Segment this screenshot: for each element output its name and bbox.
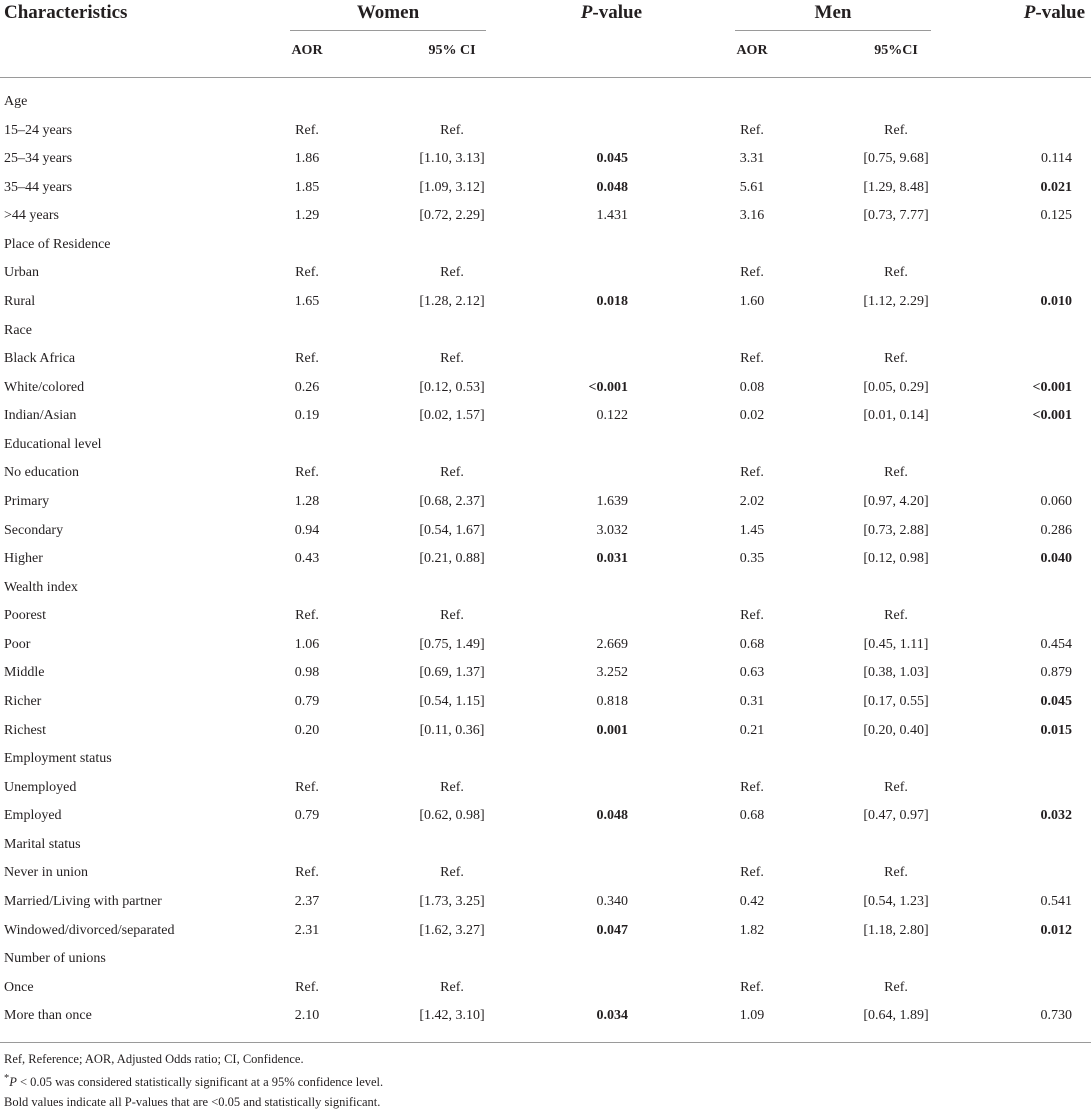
- row-label: Windowed/divorced/separated: [4, 922, 175, 938]
- women-aor-cell: 0.98: [294, 665, 320, 681]
- women-pvalue-cell: 0.048: [596, 179, 628, 195]
- women-ci-cell: [1.09, 3.12]: [419, 179, 485, 195]
- women-aor-cell: 0.20: [294, 722, 320, 738]
- women-ci-cell: Ref.: [440, 779, 464, 795]
- men-pvalue-cell: 0.730: [1040, 1008, 1072, 1024]
- women-ci-cell: [1.42, 3.10]: [419, 1008, 485, 1024]
- table-row: [0, 174, 1091, 202]
- row-label: Employed: [4, 808, 62, 824]
- row-label: Poor: [4, 636, 31, 652]
- row-label: >44 years: [4, 208, 59, 224]
- table-row: [0, 259, 1091, 287]
- men-ci-cell: [0.47, 0.97]: [863, 808, 929, 824]
- women-aor-cell: 1.85: [294, 179, 320, 195]
- women-aor-cell: Ref.: [295, 979, 319, 995]
- women-ci-cell: [0.75, 1.49]: [419, 636, 485, 652]
- men-pvalue-cell: 0.015: [1040, 722, 1072, 738]
- men-aor-cell: 1.09: [739, 1008, 765, 1024]
- women-ci-cell: [1.28, 2.12]: [419, 294, 485, 309]
- table-row: [0, 117, 1091, 145]
- subheader-women-aor: AOR: [291, 43, 323, 58]
- men-ci-cell: [1.29, 8.48]: [863, 179, 929, 195]
- table-row: [0, 802, 1091, 830]
- table-row: [0, 288, 1091, 316]
- row-label: Employment status: [4, 751, 112, 767]
- women-aor-cell: 0.79: [294, 808, 320, 824]
- table-row: [0, 1002, 1091, 1030]
- header-women: Women: [356, 2, 420, 23]
- men-aor-cell: 0.63: [739, 665, 765, 681]
- women-ci-cell: [0.68, 2.37]: [419, 494, 485, 509]
- men-pvalue-cell: 0.032: [1040, 808, 1072, 824]
- men-ci-cell: [0.73, 7.77]: [863, 208, 929, 224]
- men-ci-cell: [0.17, 0.55]: [863, 694, 929, 709]
- men-pvalue-cell: 0.114: [1041, 151, 1072, 167]
- table-row: [0, 202, 1091, 230]
- men-aor-cell: 3.31: [739, 151, 765, 167]
- men-pvalue-cell: 0.879: [1040, 665, 1072, 681]
- women-group-rule: [290, 30, 486, 31]
- men-pvalue-cell: 0.012: [1040, 922, 1072, 938]
- men-pvalue-cell: 0.454: [1040, 636, 1072, 652]
- footnote-abbreviations: Ref, Reference; AOR, Adjusted Odds ratio; CI, Confidence.: [4, 1052, 304, 1066]
- women-ci-cell: [0.69, 1.37]: [419, 665, 485, 681]
- row-label: Age: [4, 94, 28, 109]
- row-label: 15–24 years: [4, 122, 73, 138]
- men-ci-cell: [0.20, 0.40]: [863, 722, 929, 738]
- men-ci-cell: [0.38, 1.03]: [863, 665, 929, 681]
- women-aor-cell: 0.79: [294, 694, 320, 709]
- men-group-rule: [735, 30, 931, 31]
- table-row: [0, 374, 1091, 402]
- men-pvalue-cell: 0.060: [1040, 494, 1072, 509]
- men-pvalue-cell: 0.541: [1040, 894, 1072, 909]
- men-pvalue-cell: 0.125: [1040, 208, 1072, 224]
- row-label: Richest: [4, 722, 46, 738]
- section-header-row: [0, 831, 1091, 859]
- women-aor-cell: 2.10: [294, 1008, 320, 1024]
- footnotes: [4, 1049, 383, 1112]
- section-header-row: [0, 231, 1091, 259]
- men-aor-cell: 0.68: [739, 808, 765, 824]
- row-label: Number of unions: [4, 951, 106, 967]
- table-row: [0, 402, 1091, 430]
- row-label: Middle: [4, 665, 45, 681]
- men-aor-cell: 0.21: [739, 722, 765, 738]
- women-pvalue-cell: 0.018: [596, 294, 628, 309]
- women-ci-cell: [0.11, 0.36]: [419, 722, 485, 738]
- section-header-row: [0, 745, 1091, 773]
- men-aor-cell: Ref.: [740, 265, 764, 281]
- women-pvalue-cell: 0.045: [596, 151, 628, 167]
- women-aor-cell: Ref.: [295, 122, 319, 138]
- women-aor-cell: 0.94: [294, 522, 320, 538]
- women-pvalue-cell: 0.818: [596, 694, 628, 709]
- women-pvalue-cell: 0.031: [596, 551, 628, 567]
- table-bottom-rule: [0, 1042, 1091, 1043]
- women-ci-cell: [0.72, 2.29]: [419, 208, 485, 224]
- table-row: [0, 888, 1091, 916]
- women-aor-cell: 2.31: [294, 922, 320, 938]
- women-ci-cell: Ref.: [440, 351, 464, 367]
- section-header-row: [0, 574, 1091, 602]
- row-label: Married/Living with partner: [4, 894, 162, 909]
- row-label: Secondary: [4, 522, 64, 538]
- men-aor-cell: 1.60: [739, 294, 765, 309]
- women-aor-cell: 1.86: [294, 151, 320, 167]
- men-aor-cell: 0.68: [739, 636, 765, 652]
- table-row: [0, 545, 1091, 573]
- women-ci-cell: [1.62, 3.27]: [419, 922, 485, 938]
- footnote-bold-values: Bold values indicate all P-values that are <0.05 and statistically significant.: [4, 1095, 381, 1110]
- men-aor-cell: Ref.: [740, 122, 764, 138]
- row-label: Marital status: [4, 836, 81, 852]
- row-label: Urban: [4, 265, 39, 281]
- row-label: Primary: [4, 494, 50, 509]
- men-ci-cell: [0.12, 0.98]: [863, 551, 929, 567]
- women-pvalue-cell: 3.252: [596, 665, 628, 681]
- subheader-men-ci: 95%CI: [874, 43, 918, 58]
- women-ci-cell: Ref.: [440, 979, 464, 995]
- table-row: [0, 145, 1091, 173]
- women-aor-cell: 2.37: [294, 894, 320, 909]
- women-ci-cell: Ref.: [440, 865, 464, 881]
- row-label: No education: [4, 465, 80, 481]
- section-header-row: [0, 317, 1091, 345]
- men-ci-cell: [1.18, 2.80]: [863, 922, 929, 938]
- men-aor-cell: 0.02: [739, 408, 765, 424]
- men-aor-cell: 3.16: [739, 208, 765, 224]
- women-pvalue-cell: 0.340: [596, 894, 628, 909]
- men-ci-cell: Ref.: [884, 351, 908, 367]
- men-ci-cell: Ref.: [884, 265, 908, 281]
- row-label: 25–34 years: [4, 151, 73, 167]
- men-pvalue-cell: <0.001: [1032, 408, 1072, 424]
- row-label: Wealth index: [4, 579, 78, 595]
- men-aor-cell: 0.35: [739, 551, 765, 567]
- women-pvalue-cell: 0.047: [596, 922, 628, 938]
- men-pvalue-cell: <0.001: [1032, 379, 1072, 395]
- women-aor-cell: Ref.: [295, 351, 319, 367]
- row-label: Black Africa: [4, 351, 76, 367]
- women-pvalue-cell: 0.048: [596, 808, 628, 824]
- header-men: Men: [814, 2, 852, 23]
- men-aor-cell: 5.61: [739, 179, 765, 195]
- table-row: [0, 517, 1091, 545]
- men-aor-cell: 1.45: [739, 522, 765, 538]
- women-pvalue-cell: 1.431: [596, 208, 628, 224]
- women-aor-cell: Ref.: [295, 465, 319, 481]
- women-ci-cell: [1.10, 3.13]: [419, 151, 485, 167]
- women-pvalue-cell: 0.001: [596, 722, 628, 738]
- women-aor-cell: 0.19: [294, 408, 320, 424]
- table-row: [0, 602, 1091, 630]
- women-pvalue-cell: <0.001: [588, 379, 628, 395]
- men-ci-cell: Ref.: [884, 779, 908, 795]
- women-pvalue-cell: 1.639: [596, 494, 628, 509]
- women-aor-cell: Ref.: [295, 265, 319, 281]
- women-ci-cell: Ref.: [440, 608, 464, 624]
- women-pvalue-cell: 0.034: [596, 1008, 628, 1024]
- row-label: Once: [4, 979, 34, 995]
- table-row: [0, 631, 1091, 659]
- women-aor-cell: Ref.: [295, 779, 319, 795]
- women-pvalue-cell: 0.122: [596, 408, 628, 424]
- women-ci-cell: [1.73, 3.25]: [419, 894, 485, 909]
- section-header-row: [0, 431, 1091, 459]
- row-label: White/colored: [4, 379, 85, 395]
- men-aor-cell: Ref.: [740, 351, 764, 367]
- header-men-pvalue: P-value: [1023, 2, 1085, 23]
- women-pvalue-cell: 2.669: [596, 636, 628, 652]
- men-ci-cell: [0.64, 1.89]: [863, 1008, 929, 1024]
- men-pvalue-cell: 0.045: [1040, 694, 1072, 709]
- row-label: More than once: [4, 1008, 92, 1024]
- women-aor-cell: 1.29: [294, 208, 320, 224]
- row-label: Indian/Asian: [4, 408, 77, 424]
- men-ci-cell: Ref.: [884, 608, 908, 624]
- men-ci-cell: [0.45, 1.11]: [863, 636, 929, 652]
- women-ci-cell: [0.21, 0.88]: [419, 551, 485, 567]
- men-aor-cell: Ref.: [740, 779, 764, 795]
- row-label: Place of Residence: [4, 236, 111, 252]
- men-aor-cell: 0.42: [739, 894, 765, 909]
- footnote-significance: *P < 0.05 was considered statistically significant at a 95% confidence level.: [4, 1073, 384, 1090]
- men-aor-cell: 0.08: [739, 379, 765, 395]
- men-ci-cell: [0.05, 0.29]: [863, 379, 929, 395]
- men-ci-cell: [1.12, 2.29]: [863, 294, 929, 309]
- men-aor-cell: 1.82: [739, 922, 765, 938]
- subheader-men-aor: AOR: [736, 43, 768, 58]
- row-label: Poorest: [4, 608, 46, 624]
- men-ci-cell: Ref.: [884, 122, 908, 138]
- men-ci-cell: Ref.: [884, 979, 908, 995]
- women-ci-cell: [0.02, 1.57]: [419, 408, 485, 424]
- women-aor-cell: Ref.: [295, 608, 319, 624]
- row-label: Race: [4, 322, 32, 338]
- men-aor-cell: Ref.: [740, 979, 764, 995]
- women-aor-cell: 1.28: [294, 494, 320, 509]
- women-aor-cell: 1.65: [294, 294, 320, 309]
- table-row: [0, 659, 1091, 687]
- women-pvalue-cell: 3.032: [596, 522, 628, 538]
- women-ci-cell: Ref.: [440, 122, 464, 138]
- table-row: [0, 717, 1091, 745]
- section-header-row: [0, 945, 1091, 973]
- men-pvalue-cell: 0.040: [1040, 551, 1072, 567]
- row-label: Educational level: [4, 436, 102, 452]
- table-row: [0, 345, 1091, 373]
- table-row: [0, 488, 1091, 516]
- women-ci-cell: Ref.: [440, 265, 464, 281]
- women-ci-cell: Ref.: [440, 465, 464, 481]
- row-label: Higher: [4, 551, 43, 567]
- header-bottom-rule: [0, 77, 1091, 78]
- section-header-row: [0, 88, 1091, 116]
- women-aor-cell: Ref.: [295, 865, 319, 881]
- table-row: [0, 974, 1091, 1002]
- row-label: Richer: [4, 694, 42, 709]
- men-aor-cell: Ref.: [740, 608, 764, 624]
- table-row: [0, 774, 1091, 802]
- men-ci-cell: Ref.: [884, 865, 908, 881]
- women-aor-cell: 0.43: [294, 551, 320, 567]
- row-label: Never in union: [4, 865, 88, 881]
- table-row: [0, 917, 1091, 945]
- women-aor-cell: 0.26: [294, 379, 320, 395]
- men-pvalue-cell: 0.286: [1040, 522, 1072, 538]
- men-ci-cell: [0.97, 4.20]: [863, 494, 929, 509]
- women-ci-cell: [0.54, 1.67]: [419, 522, 485, 538]
- women-ci-cell: [0.62, 0.98]: [419, 808, 485, 824]
- header-women-pvalue: P-value: [580, 2, 642, 23]
- table-row: [0, 688, 1091, 716]
- subheader-women-ci: 95% CI: [428, 43, 476, 58]
- row-label: Unemployed: [4, 779, 77, 795]
- table-row: [0, 459, 1091, 487]
- men-pvalue-cell: 0.021: [1040, 179, 1072, 195]
- men-ci-cell: [0.01, 0.14]: [863, 408, 929, 424]
- row-label: 35–44 years: [4, 179, 73, 195]
- men-pvalue-cell: 0.010: [1040, 294, 1072, 309]
- men-ci-cell: [0.75, 9.68]: [863, 151, 929, 167]
- women-ci-cell: [0.54, 1.15]: [419, 694, 485, 709]
- table-row: [0, 859, 1091, 887]
- men-ci-cell: Ref.: [884, 465, 908, 481]
- men-aor-cell: 2.02: [739, 494, 765, 509]
- header-characteristics: Characteristics: [4, 2, 128, 23]
- women-aor-cell: 1.06: [294, 636, 320, 652]
- men-aor-cell: 0.31: [739, 694, 765, 709]
- women-ci-cell: [0.12, 0.53]: [419, 379, 485, 395]
- men-aor-cell: Ref.: [740, 865, 764, 881]
- men-ci-cell: [0.73, 2.88]: [863, 522, 929, 538]
- men-ci-cell: [0.54, 1.23]: [863, 894, 929, 909]
- men-aor-cell: Ref.: [740, 465, 764, 481]
- row-label: Rural: [4, 294, 36, 309]
